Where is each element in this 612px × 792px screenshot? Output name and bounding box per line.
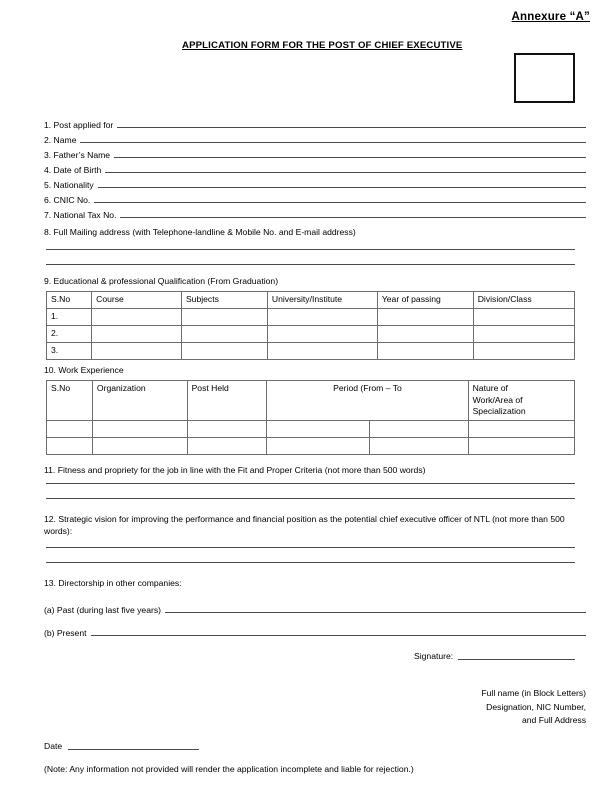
- table-header-row: [47, 381, 575, 421]
- signatory-line-3: and Full Address: [521, 715, 586, 725]
- column-header-division: Division/Class: [473, 292, 574, 309]
- column-header-university: University/Institute: [267, 292, 377, 309]
- column-header-sno: S.No: [47, 292, 92, 309]
- item11-answer-line-2[interactable]: [46, 498, 575, 499]
- work-experience-table: [46, 380, 575, 455]
- cell-university[interactable]: [267, 308, 377, 325]
- cell-period-to[interactable]: [369, 437, 468, 454]
- column-header-nature-of-work: [468, 381, 574, 421]
- item13-label: 13. Directorship in other companies:: [44, 578, 182, 588]
- item11-answer-line-1[interactable]: [46, 483, 575, 484]
- field-nationality[interactable]: [44, 178, 586, 191]
- item9-label: 9. Educational & professional Qualification (From Graduation): [44, 276, 279, 286]
- cell-university[interactable]: [267, 325, 377, 342]
- field-name[interactable]: [44, 133, 586, 146]
- item12-answer-line-1[interactable]: [46, 547, 575, 548]
- column-header-organization: Organization: [92, 381, 187, 421]
- item11-label: 11. Fitness and propriety for the job in line with the Fit and Proper Criteria (not more than 500 words): [44, 465, 426, 475]
- cell-period-from[interactable]: [267, 420, 369, 437]
- cell-sno[interactable]: [47, 437, 93, 454]
- table-row: [47, 437, 575, 454]
- annexure-label: Annexure “A”: [511, 11, 590, 23]
- item10-label: 10. Work Experience: [44, 365, 124, 375]
- cell-subjects[interactable]: [181, 308, 267, 325]
- cell-university[interactable]: [267, 342, 377, 359]
- field-post-applied-for[interactable]: [44, 118, 586, 131]
- field-label: 6. CNIC No.: [44, 195, 91, 205]
- column-header-post-held: Post Held: [187, 381, 267, 421]
- field-input-line[interactable]: [117, 118, 586, 128]
- cell-division[interactable]: [473, 342, 574, 359]
- table-row: [47, 420, 575, 437]
- field-cnic-no[interactable]: [44, 193, 586, 206]
- field-input-line[interactable]: [120, 208, 586, 218]
- field-label: 5. Nationality: [44, 180, 94, 190]
- field-input-line[interactable]: [94, 193, 586, 203]
- cell-subjects[interactable]: [181, 325, 267, 342]
- cell-division[interactable]: [473, 308, 574, 325]
- signatory-block: [481, 687, 586, 728]
- field-input-line[interactable]: [98, 178, 586, 188]
- item8-address-line-2[interactable]: [46, 264, 575, 265]
- table-row: [47, 308, 575, 325]
- column-header-year: Year of passing: [377, 292, 473, 309]
- cell-year[interactable]: [377, 308, 473, 325]
- table-header-row: [47, 292, 575, 309]
- field-label: 3. Father’s Name: [44, 150, 111, 160]
- field-input-line[interactable]: [80, 133, 586, 143]
- photograph-box[interactable]: [514, 53, 575, 103]
- field-label: (a) Past (during last five years): [44, 605, 162, 615]
- item8-address-line-1[interactable]: [46, 249, 575, 250]
- education-table: [46, 291, 575, 360]
- cell-post-held[interactable]: [187, 437, 267, 454]
- table-row: [47, 325, 575, 342]
- cell-organization[interactable]: [92, 420, 187, 437]
- field-label: 7. National Tax No.: [44, 210, 117, 220]
- cell-year[interactable]: [377, 342, 473, 359]
- field-fathers-name[interactable]: [44, 148, 586, 161]
- field-label: 1. Post applied for: [44, 120, 114, 130]
- cell-period-from[interactable]: [267, 437, 369, 454]
- nature-line-2: Work/Area of: [472, 394, 523, 405]
- nature-line-1: Nature of: [472, 383, 508, 393]
- cell-nature-of-work[interactable]: [468, 420, 574, 437]
- cell-nature-of-work[interactable]: [468, 437, 574, 454]
- signature-label: Signature:: [414, 651, 454, 661]
- field-input-line[interactable]: [91, 626, 586, 636]
- field-input-line[interactable]: [114, 148, 586, 158]
- item12-answer-line-2[interactable]: [46, 562, 575, 563]
- cell-sno[interactable]: [47, 420, 93, 437]
- column-header-sno: S.No: [47, 381, 93, 421]
- cell-subjects[interactable]: [181, 342, 267, 359]
- field-date-of-birth[interactable]: [44, 163, 586, 176]
- cell-course[interactable]: [92, 342, 182, 359]
- signature-input-line[interactable]: [458, 659, 575, 660]
- date-input-line[interactable]: [68, 749, 199, 750]
- nature-line-3: Specialization: [472, 406, 526, 416]
- field-label: 4. Date of Birth: [44, 165, 102, 175]
- cell-sno[interactable]: 2.: [47, 325, 92, 342]
- cell-division[interactable]: [473, 325, 574, 342]
- column-header-course: Course: [92, 292, 182, 309]
- cell-period-to[interactable]: [369, 420, 468, 437]
- cell-post-held[interactable]: [187, 420, 267, 437]
- column-header-subjects: Subjects: [181, 292, 267, 309]
- page-title: APPLICATION FORM FOR THE POST OF CHIEF EXECUTIVE: [182, 40, 463, 51]
- field-national-tax-no[interactable]: [44, 208, 586, 221]
- cell-year[interactable]: [377, 325, 473, 342]
- cell-course[interactable]: [92, 325, 182, 342]
- footer-note: (Note: Any information not provided will render the application incomplete and liable for rejection.): [44, 764, 414, 774]
- item12-label: 12. Strategic vision for improving the performance and financial position as the potential chief executive officer of NTL (not more than 500 words):: [44, 514, 565, 536]
- field-label: (b) Present: [44, 628, 87, 638]
- field-input-line[interactable]: [105, 163, 586, 173]
- field-directorship-present[interactable]: [44, 626, 586, 639]
- item8-label: 8. Full Mailing address (with Telephone-landline & Mobile No. and E-mail address): [44, 227, 356, 237]
- column-header-period: Period (From – To: [267, 381, 468, 421]
- field-label: 2. Name: [44, 135, 77, 145]
- signatory-line-1: Full name (in Block Letters): [481, 688, 586, 698]
- cell-sno[interactable]: 3.: [47, 342, 92, 359]
- cell-sno[interactable]: 1.: [47, 308, 92, 325]
- field-directorship-past[interactable]: [44, 603, 586, 616]
- table-row: [47, 342, 575, 359]
- signatory-line-2: Designation, NIC Number,: [486, 701, 586, 712]
- date-label: Date: [44, 741, 63, 751]
- cell-organization[interactable]: [92, 437, 187, 454]
- cell-course[interactable]: [92, 308, 182, 325]
- field-input-line[interactable]: [165, 603, 586, 613]
